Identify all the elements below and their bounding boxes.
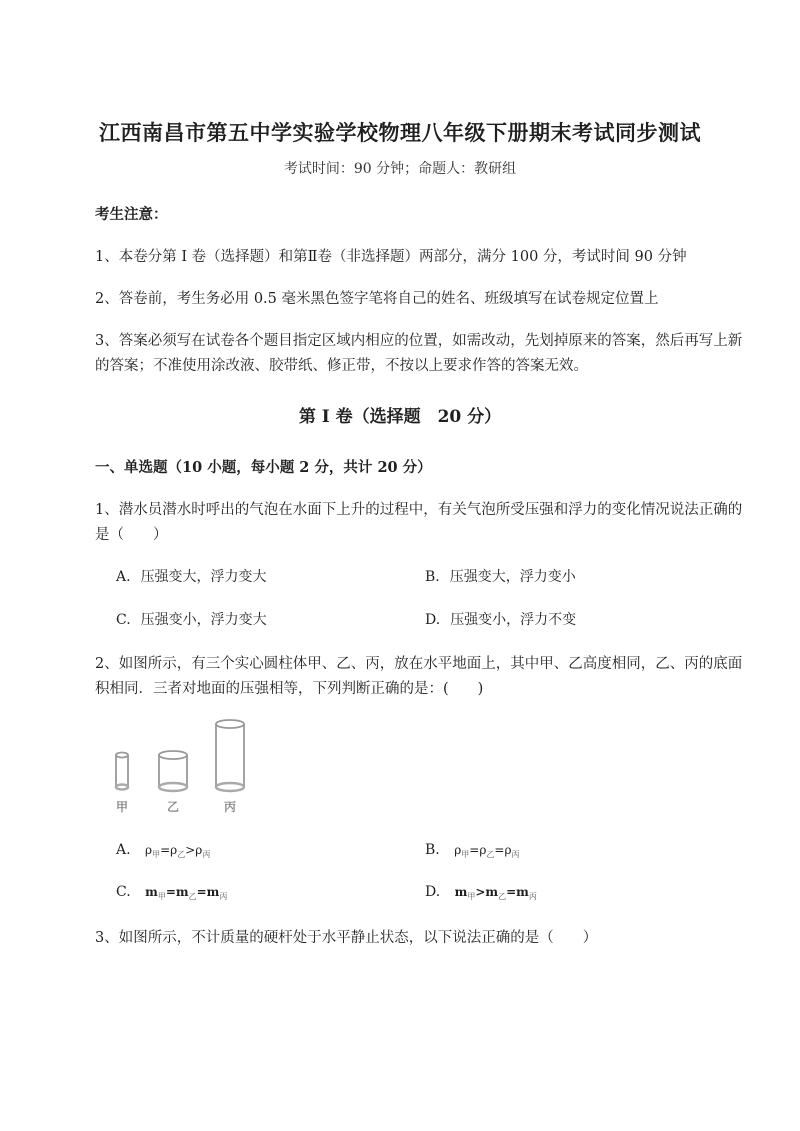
question-1-option-b[interactable]: B. 压强变大，浮力变小 [425,569,576,585]
section-title: 第 I 卷（选择题 20 分） [298,407,502,427]
part-heading: 一、单选题（10 小题，每小题 2 分，共计 20 分） [95,459,432,476]
label-bing: 丙 [223,800,237,814]
notice-item-1: 1、本卷分第 I 卷（选择题）和第Ⅱ卷（非选择题）两部分，满分 100 分，考试时间 90 分钟 [95,249,687,265]
cylinder-bing [216,720,244,791]
label-yi: 乙 [166,800,180,814]
exam-info: 考试时间：90 分钟；命题人：教研组 [283,161,517,177]
label-jia: 甲 [115,800,129,814]
notice-heading: 考生注意： [95,206,168,223]
question-1-option-d[interactable]: D. 压强变小，浮力不变 [425,612,577,628]
question-2-option-d[interactable]: D. $m_甲>m_乙=m_丙$ [425,884,537,901]
question-2-line2: 积相同．三者对地面的压强相等，下列判断正确的是：( ) [95,681,484,697]
question-1-option-c[interactable]: C. 压强变小，浮力变大 [116,612,267,628]
cylinders-figure [108,715,258,820]
cylinders-drawing [108,715,258,820]
question-2-option-c[interactable]: C. $m_甲=m_乙=m_丙$ [116,884,228,901]
question-1-option-a[interactable]: A. 压强变大，浮力变大 [116,569,267,585]
cylinder-jia [116,753,128,790]
notice-item-2: 2、答卷前，考生务必用 0.5 毫米黑色签字笔将自己的姓名、班级填写在试卷规定位置上 [95,291,659,307]
question-1-line2: 是（ ） [95,527,168,543]
question-2-line1: 2、如图所示，有三个实心圆柱体甲、乙、丙，放在水平地面上，其中甲、乙高度相同，乙、丙的底面 [95,656,743,672]
cylinder-yi [159,751,187,791]
page-title: 江西南昌市第五中学实验学校物理八年级下册期末考试同步测试 [99,121,701,145]
notice-item-3: 3、答案必须写在试卷各个题目指定区域内相应的位置，如需改动，先划掉原来的答案，然后再写上新 [95,333,743,349]
question-3-line1: 3、如图所示，不计质量的硬杆处于水平静止状态，以下说法正确的是（ ） [95,930,598,946]
question-1-line1: 1、潜水员潜水时呼出的气泡在水面下上升的过程中，有关气泡所受压强和浮力的变化情况说法正确的 [95,502,743,518]
question-2-option-a[interactable]: A. $\rho_甲=\rho_乙>\rho_丙$ [116,842,211,859]
question-2-option-b[interactable]: B. $\rho_甲=\rho_乙=\rho_丙$ [425,842,520,859]
notice-item-3-cont: 的答案；不准使用涂改液、胶带纸、修正带，不按以上要求作答的答案无效。 [95,358,588,374]
